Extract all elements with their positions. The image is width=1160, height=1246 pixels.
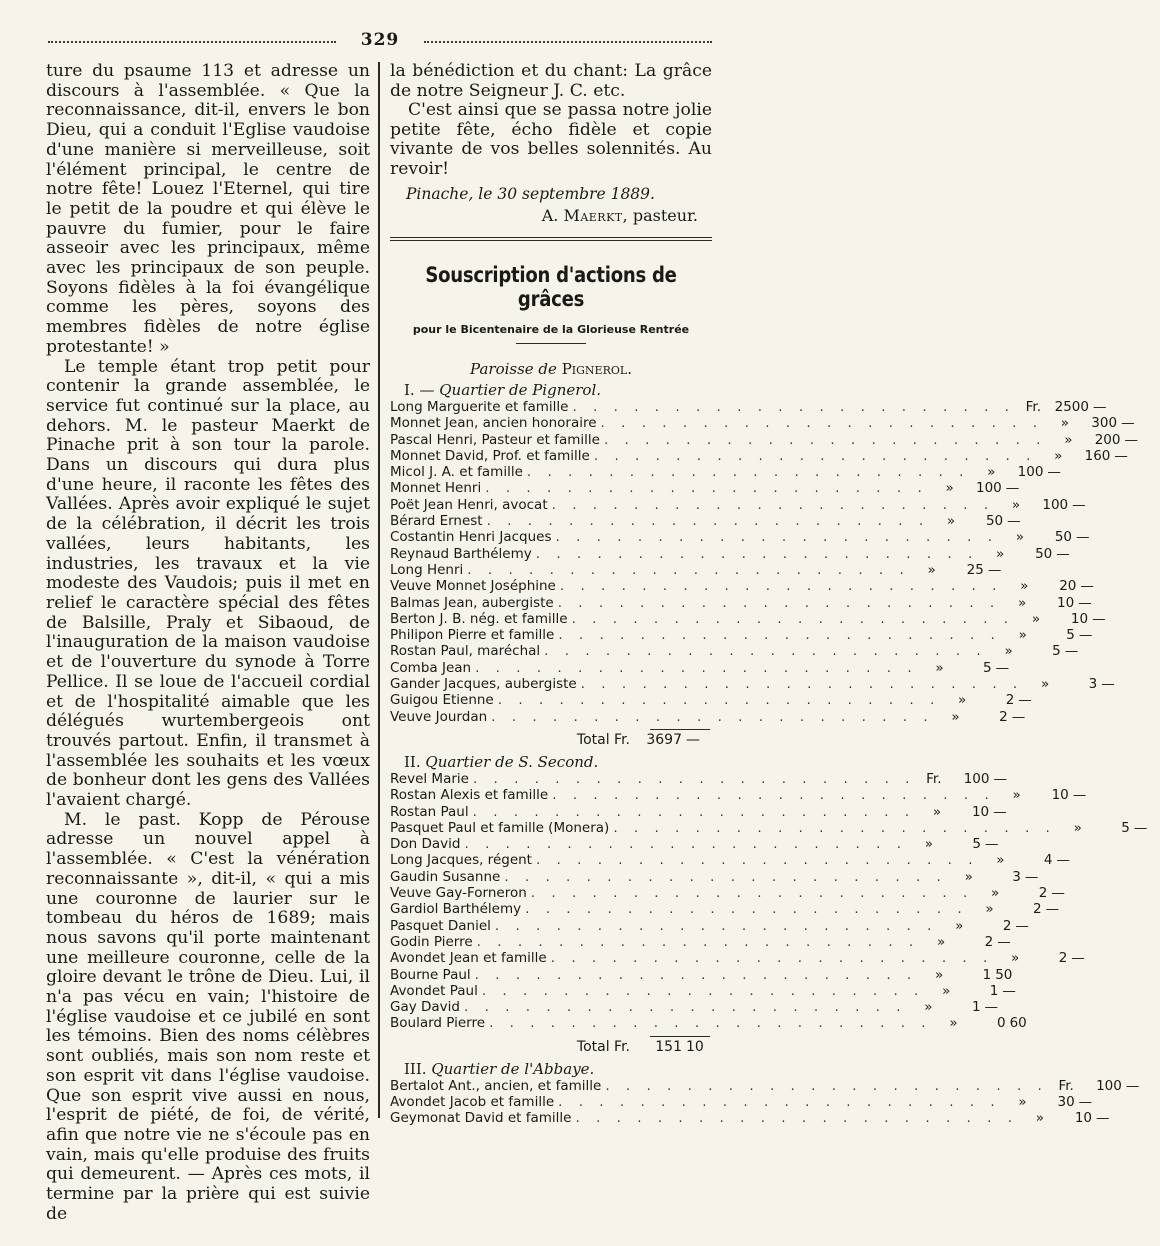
contributor-name: Berton J. B. nég. et famille bbox=[390, 610, 568, 627]
contribution-row bbox=[390, 447, 1128, 464]
amount-cents: — bbox=[1007, 513, 1021, 530]
leader-dots: . . . . . . . . . . . . . . . . . . . . . . bbox=[525, 901, 968, 918]
amount-francs: 5 bbox=[972, 836, 982, 853]
leader-dots: . . . . . . . . . . . . . . . . . . . . . . bbox=[550, 950, 994, 967]
contributor-name: Bérard Ernest bbox=[390, 513, 483, 530]
leader-dots: . . . . . . . . . . . . . . . . . . . . . . bbox=[535, 852, 979, 869]
contribution-row bbox=[390, 578, 1094, 595]
amount-francs: 2500 bbox=[1054, 399, 1089, 415]
amount-cents: — bbox=[1002, 982, 1016, 999]
contributor-name: Veuve Jourdan bbox=[390, 708, 488, 725]
currency-mark: » bbox=[936, 933, 946, 950]
amount-cents: — bbox=[1125, 1077, 1140, 1094]
amount-cents: — bbox=[995, 659, 1010, 676]
leader-dots: . . . . . . . . . . . . . . . . . . . . . . bbox=[486, 513, 930, 530]
currency-mark: » bbox=[1018, 627, 1027, 644]
amount-francs: 300 bbox=[1091, 415, 1118, 432]
amount-cents: — bbox=[1092, 610, 1106, 627]
amount-cents: — bbox=[1078, 1093, 1093, 1110]
amount-francs: 2 bbox=[1038, 885, 1048, 902]
amount-francs: 50 bbox=[1054, 529, 1073, 546]
amount-francs: 4 bbox=[1043, 852, 1053, 869]
contributor-name: Costantin Henri Jacques bbox=[390, 529, 552, 546]
amount-francs: 0 bbox=[997, 1015, 1006, 1032]
contributor-name: Bourne Paul bbox=[390, 966, 471, 983]
amount-francs: 2 bbox=[1058, 950, 1068, 967]
currency-mark: » bbox=[955, 917, 964, 934]
contribution-row bbox=[390, 868, 1039, 885]
page-header bbox=[48, 30, 712, 50]
section-name: Quartier de S. Second. bbox=[425, 752, 599, 771]
currency-mark: » bbox=[1020, 578, 1029, 595]
contributor-name: Poët Jean Henri, avocat bbox=[390, 496, 548, 513]
contribution-row bbox=[390, 917, 1029, 934]
total-francs: 3697 bbox=[646, 731, 682, 748]
leader-dots: . . . . . . . . . . . . . . . . . . . . . . bbox=[476, 933, 920, 950]
amount-cents: — bbox=[1056, 852, 1070, 869]
currency-mark: » bbox=[1054, 447, 1063, 464]
amount-francs: 1 bbox=[971, 999, 981, 1016]
amount-cents: — bbox=[985, 836, 999, 853]
contribution-row bbox=[390, 415, 1135, 432]
contributor-name: Rostan Paul bbox=[390, 803, 469, 820]
leader-dots: . . . . . . . . . . . . . . . . . . . . . . bbox=[504, 868, 947, 885]
amount-cents: — bbox=[1045, 901, 1060, 918]
currency-mark: » bbox=[987, 464, 996, 481]
amount-cents: — bbox=[993, 803, 1007, 820]
amount-cents: — bbox=[1101, 676, 1115, 693]
signoff-name: Maerkt bbox=[563, 206, 623, 225]
contributor-name: Pascal Henri, Pasteur et famille bbox=[390, 431, 600, 448]
amount-francs: 10 bbox=[1057, 594, 1075, 611]
contribution-row bbox=[390, 966, 1013, 983]
left-paragraph: Le temple étant trop petit pour contenir la grande assemblée, le service fut continué sur la place, au dehors. M. le pasteur Maerkt de Pinache prit à son tour la parole. Dans un discours qui dura plus d'une heure, il raconte les fêtes des Vallées. Après avoir expliqué le sujet de la célébration, il décrit les trois vallées, leurs habitants, les industries, les travaux et la vie modeste des Vaudois; puis il met en relief le caractère spécial des fêtes de Balsille, Praly et Sibaoud, de l'inauguration de la maison vaudoise et de l'ouverture du synode à Torre Pellice. Il se loue de l'accueil cordial et de l'hospitalité aimable que les délégués wurtembergeois ont trouvés partout. Enfin, il transmet à l'assemblée les souhaits et les vœux de bonheur dont les gens des Vallées l'avaient chargé. bbox=[46, 356, 370, 811]
leader-dots: . . . . . . . . . . . . . . . . . . . . . . bbox=[530, 885, 974, 902]
contribution-row bbox=[390, 787, 1087, 804]
currency-mark: » bbox=[1035, 1110, 1045, 1127]
amount-cents: — bbox=[984, 999, 999, 1016]
contributor-name: Long Marguerite et famille bbox=[390, 399, 569, 415]
total-rule bbox=[650, 1036, 710, 1037]
amount-francs: 200 bbox=[1094, 431, 1121, 448]
amount-francs: 1 bbox=[989, 982, 999, 999]
amount-francs: 10 bbox=[971, 803, 990, 820]
contribution-row bbox=[390, 950, 1085, 967]
contribution-row bbox=[390, 1015, 1027, 1032]
amount-francs: 20 bbox=[1059, 578, 1077, 595]
contribution-list bbox=[390, 1077, 1140, 1127]
right-paragraph: C'est ainsi que se passa notre jolie petite fête, écho fidèle et copie vivante de vos belles solennités. Au revoir! bbox=[390, 100, 712, 179]
leader-dots: . . . . . . . . . . . . . . . . . . . . . . bbox=[552, 787, 995, 804]
amount-francs: 2 bbox=[984, 933, 994, 950]
subscription-sections bbox=[390, 381, 1148, 1127]
amount-francs: 10 bbox=[1051, 787, 1069, 804]
currency-mark: » bbox=[951, 708, 960, 725]
amount-francs: 50 bbox=[985, 513, 1004, 530]
leader-dots: . . . . . . . . . . . . . . . . . . . . . . bbox=[605, 1077, 1048, 1094]
contributor-name: Revel Marie bbox=[390, 770, 469, 787]
currency-mark: » bbox=[1017, 594, 1027, 611]
contributor-name: Guigou Etienne bbox=[390, 692, 494, 709]
signoff-initial: A. bbox=[541, 206, 559, 225]
leader-dots: . . . . . . . . . . . . . . . . . . . . . . bbox=[472, 803, 916, 820]
contributor-name: Avondet Jean et famille bbox=[390, 950, 547, 967]
parish-name: Pignerol. bbox=[561, 360, 632, 378]
contributor-name: Geymonat David et famille bbox=[390, 1110, 572, 1127]
amount-francs: 5 bbox=[983, 659, 992, 676]
contributor-name: Philipon Pierre et famille bbox=[390, 627, 555, 644]
contributor-name: Gardiol Barthélemy bbox=[390, 901, 522, 918]
contribution-row bbox=[390, 431, 1138, 448]
section-total bbox=[390, 1039, 712, 1055]
section-name: Quartier de l'Abbaye. bbox=[431, 1059, 595, 1078]
contributor-name: Gander Jacques, aubergiste bbox=[390, 676, 577, 693]
contribution-row bbox=[390, 852, 1070, 869]
left-paragraph: ture du psaume 113 et adresse un discours à l'assemblée. « Que la reconnaissance, dit-il, envers le bon Dieu, qui a conduit l'Eglise vaudoise d'une manière si merveilleuse, soit l'élément principal, le centre de notre fête! Louez l'Eternel, qui tire le petit de la poudre et qui élève le pauvre du fumier, pour le faire asseoir avec les principaux, même avec les principaux de son peuple. Soyons fidèles à la foi évangélique comme les pères, soyons des membres fidèles de notre église protestante! » bbox=[46, 61, 370, 357]
leader-dots: . . . . . . . . . . . . . . . . . . . . . . bbox=[526, 464, 970, 481]
amount-cents: — bbox=[1124, 431, 1138, 448]
contribution-row bbox=[390, 594, 1092, 611]
amount-cents: — bbox=[997, 933, 1011, 950]
currency-mark: » bbox=[934, 966, 944, 983]
amount-francs: 160 bbox=[1084, 447, 1111, 464]
section-heading bbox=[390, 1060, 712, 1078]
currency-mark: » bbox=[942, 982, 951, 999]
leader-dots: . . . . . . . . . . . . . . . . . . . . . . bbox=[580, 676, 1024, 693]
leader-dots: . . . . . . . . . . . . . . . . . . . . . . bbox=[475, 659, 918, 676]
leader-dots: . . . . . . . . . . . . . . . . . . . . . . bbox=[544, 643, 987, 660]
amount-cents: — bbox=[1051, 885, 1065, 902]
currency-mark: » bbox=[1073, 819, 1082, 836]
contributor-name: Balmas Jean, aubergiste bbox=[390, 594, 554, 611]
right-text bbox=[390, 62, 712, 179]
amount-cents: — bbox=[1015, 917, 1029, 934]
leader-dots: . . . . . . . . . . . . . . . . . . . . . . bbox=[464, 999, 907, 1016]
currency-mark: » bbox=[1018, 1093, 1027, 1110]
currency-mark: » bbox=[1060, 415, 1070, 432]
right-column bbox=[390, 61, 1148, 1127]
amount-cents: — bbox=[1080, 578, 1094, 595]
leader-dots: . . . . . . . . . . . . . . . . . . . . . . bbox=[572, 399, 1015, 415]
contribution-row bbox=[390, 836, 999, 853]
amount-cents: — bbox=[1114, 447, 1128, 464]
contribution-row bbox=[390, 529, 1090, 546]
contribution-row bbox=[390, 643, 1079, 660]
contributor-name: Monnet Jean, ancien honoraire bbox=[390, 415, 597, 432]
right-paragraph: la bénédiction et du chant: La grâce de notre Seigneur J. C. etc. bbox=[390, 61, 712, 101]
amount-francs: 5 bbox=[1052, 643, 1061, 660]
contribution-row bbox=[390, 933, 1011, 950]
contribution-row bbox=[390, 561, 1002, 578]
leader-dots: . . . . . . . . . . . . . . . . . . . . . . bbox=[571, 610, 1015, 627]
currency-mark: » bbox=[964, 868, 973, 885]
total-cents: — bbox=[686, 731, 700, 748]
amount-francs: 50 bbox=[1035, 545, 1053, 562]
signoff-author bbox=[390, 206, 712, 225]
amount-francs: 25 bbox=[966, 561, 984, 578]
leader-dots: . . . . . . . . . . . . . . . . . . . . . . bbox=[555, 529, 999, 546]
leader-dots: . . . . . . . . . . . . . . . . . . . . . . bbox=[535, 545, 979, 562]
section-heading bbox=[390, 753, 712, 771]
amount-cents: — bbox=[987, 561, 1002, 578]
leader-dots: . . . . . . . . . . . . . . . . . . . . . . bbox=[593, 447, 1037, 464]
leader-dots: . . . . . . . . . . . . . . . . . . . . . . bbox=[559, 578, 1003, 595]
contribution-row bbox=[390, 901, 1060, 918]
leader-dots: . . . . . . . . . . . . . . . . . . . . . . bbox=[558, 627, 1001, 644]
subscription-title: Souscription d'actions de grâces bbox=[425, 263, 677, 311]
amount-francs: 10 bbox=[1074, 1110, 1093, 1127]
page-number: 329 bbox=[360, 30, 400, 50]
amount-cents: — bbox=[1064, 643, 1079, 660]
amount-francs: 2 bbox=[1005, 692, 1015, 709]
section-total bbox=[390, 732, 712, 748]
section-name: Quartier de Pignerol. bbox=[439, 381, 602, 399]
amount-cents: — bbox=[1133, 819, 1148, 836]
currency-mark: » bbox=[932, 803, 942, 820]
signoff-title: , pasteur. bbox=[622, 206, 698, 225]
section-divider bbox=[390, 237, 712, 241]
currency-mark: » bbox=[1011, 496, 1021, 513]
leader-dots: . . . . . . . . . . . . . . . . . . . . . . bbox=[491, 708, 934, 725]
amount-cents: — bbox=[1092, 399, 1107, 415]
leader-dots: . . . . . . . . . . . . . . . . . . . . . . bbox=[497, 692, 941, 709]
parish-heading bbox=[390, 360, 712, 378]
currency-mark: » bbox=[996, 545, 1005, 562]
currency-mark: » bbox=[1015, 529, 1025, 546]
contributor-name: Reynaud Barthélemy bbox=[390, 545, 532, 562]
leader-dots: . . . . . . . . . . . . . . . . . . . . . . bbox=[494, 917, 938, 934]
total-rule bbox=[650, 729, 710, 730]
amount-cents: — bbox=[1011, 708, 1026, 725]
leader-dots: . . . . . . . . . . . . . . . . . . . . . . bbox=[467, 561, 910, 578]
contribution-row bbox=[390, 513, 1021, 530]
amount-francs: 100 bbox=[975, 480, 1002, 497]
contribution-row bbox=[390, 803, 1007, 820]
contribution-row bbox=[390, 464, 1061, 481]
contribution-row bbox=[390, 770, 1007, 787]
amount-francs: 10 bbox=[1070, 610, 1089, 627]
currency-mark: » bbox=[958, 692, 967, 709]
header-rule-right bbox=[424, 41, 712, 43]
currency-mark: » bbox=[949, 1015, 958, 1032]
currency-mark: » bbox=[991, 885, 1000, 902]
amount-francs: 3 bbox=[1088, 676, 1098, 693]
amount-cents: — bbox=[1096, 1110, 1110, 1127]
amount-francs: 30 bbox=[1057, 1093, 1075, 1110]
contribution-row bbox=[390, 480, 1020, 497]
parish-prefix: Paroisse de bbox=[470, 360, 557, 378]
currency-mark: » bbox=[985, 901, 994, 918]
amount-francs: 2 bbox=[1002, 917, 1012, 934]
contribution-row bbox=[390, 1110, 1110, 1127]
amount-francs: 100 bbox=[963, 770, 990, 787]
currency-mark: » bbox=[1012, 787, 1021, 804]
leader-dots: . . . . . . . . . . . . . . . . . . . . . . bbox=[557, 594, 1001, 611]
contribution-row bbox=[390, 708, 1026, 725]
contribution-row bbox=[390, 692, 1032, 709]
currency-mark: » bbox=[946, 513, 956, 530]
contributor-name: Pasquet Daniel bbox=[390, 917, 491, 934]
amount-cents: — bbox=[1047, 464, 1061, 481]
leader-dots: . . . . . . . . . . . . . . . . . . . . . . bbox=[489, 1015, 932, 1032]
currency-mark: Fr. bbox=[1025, 399, 1041, 415]
section-number: III. bbox=[404, 1059, 427, 1078]
subscription-subtitle: pour le Bicentenaire de la Glorieuse Rentrée bbox=[412, 323, 690, 336]
amount-cents: — bbox=[1078, 627, 1093, 644]
total-label: Total Fr. bbox=[576, 1038, 630, 1055]
contribution-row bbox=[390, 1077, 1140, 1094]
leader-dots: . . . . . . . . . . . . . . . . . . . . . . bbox=[558, 1093, 1001, 1110]
amount-cents: — bbox=[1078, 594, 1092, 611]
column-divider bbox=[378, 62, 380, 1118]
amount-cents: — bbox=[1072, 787, 1087, 804]
contributor-name: Veuve Monnet Joséphine bbox=[390, 578, 556, 595]
left-column bbox=[46, 62, 370, 1224]
contribution-row bbox=[390, 999, 999, 1016]
amount-cents: 50 bbox=[995, 966, 1013, 983]
currency-mark: » bbox=[1064, 431, 1073, 448]
contributor-name: Monnet Henri bbox=[390, 480, 482, 497]
currency-mark: » bbox=[935, 659, 944, 676]
amount-cents: — bbox=[1072, 496, 1086, 513]
contribution-row bbox=[390, 496, 1086, 513]
contribution-row bbox=[390, 982, 1016, 999]
contribution-list bbox=[390, 399, 1138, 725]
contribution-row bbox=[390, 659, 1010, 676]
currency-mark: » bbox=[927, 561, 936, 578]
amount-cents: — bbox=[1018, 692, 1032, 709]
currency-mark: » bbox=[924, 836, 934, 853]
currency-mark: » bbox=[1004, 643, 1013, 660]
amount-cents: — bbox=[1071, 950, 1085, 967]
currency-mark: » bbox=[996, 852, 1005, 869]
contributor-name: Avondet Paul bbox=[390, 982, 478, 999]
currency-mark: » bbox=[1011, 950, 1020, 967]
contribution-row bbox=[390, 627, 1093, 644]
currency-mark: Fr. bbox=[926, 770, 942, 787]
short-rule bbox=[516, 343, 586, 344]
contributor-name: Bertalot Ant., ancien, et famille bbox=[390, 1077, 602, 1094]
section-heading bbox=[390, 381, 712, 399]
amount-francs: 100 bbox=[1096, 1077, 1122, 1094]
contribution-row bbox=[390, 545, 1070, 562]
leader-dots: . . . . . . . . . . . . . . . . . . . . . . bbox=[603, 431, 1047, 448]
amount-cents: — bbox=[1024, 868, 1039, 885]
leader-dots: . . . . . . . . . . . . . . . . . . . . . . bbox=[600, 415, 1044, 432]
amount-francs: 2 bbox=[999, 708, 1008, 725]
amount-cents: — bbox=[1056, 545, 1070, 562]
amount-francs: 100 bbox=[1042, 496, 1069, 513]
contribution-row bbox=[390, 819, 1148, 836]
contributor-name: Boulard Pierre bbox=[390, 1015, 486, 1032]
currency-mark: Fr. bbox=[1058, 1077, 1074, 1094]
section-number: II. bbox=[404, 752, 421, 771]
leader-dots: . . . . . . . . . . . . . . . . . . . . . . bbox=[474, 966, 918, 983]
contribution-list bbox=[390, 770, 1148, 1032]
contributor-name: Rostan Alexis et famille bbox=[390, 787, 549, 804]
leader-dots: . . . . . . . . . . . . . . . . . . . . . . bbox=[485, 480, 928, 497]
contributor-name: Don David bbox=[390, 836, 461, 853]
contributor-name: Long Henri bbox=[390, 561, 464, 578]
contribution-row bbox=[390, 1093, 1093, 1110]
contribution-row bbox=[390, 399, 1107, 415]
amount-francs: 1 bbox=[982, 966, 992, 983]
contributor-name: Pasquet Paul et famille (Monera) bbox=[390, 819, 610, 836]
left-paragraph: M. le past. Kopp de Pérouse adresse un nouvel appel à l'assemblée. « C'est la vénération reconnaissante », dit-il, « qui a mis une couronne de laurier sur le tombeau du héros de 1689; mais nous savons qu'il porte maintenant une meilleure couronne, celle de la gloire devant le trône de Dieu. Lui, il n'a pas vécu en vain; l'histoire de l'église vaudoise et ce jubilé en sont les témoins. Bien des noms célèbres sont oubliés, mais son nom reste et son esprit vit dans l'église vaudoise. Que son esprit vive aussi en nous, l'esprit de piété, de foi, de vérité, afin que notre vie ne s'écoule pas en vain, mais qu'elle produise des fruits qui demeurent. — Après ces mots, il termine par la prière qui est suivie de bbox=[46, 809, 370, 1224]
contributor-name: Veuve Gay-Forneron bbox=[390, 885, 527, 902]
currency-mark: » bbox=[1031, 610, 1041, 627]
contribution-row bbox=[390, 676, 1115, 693]
section-number: I. — bbox=[404, 381, 435, 399]
amount-francs: 100 bbox=[1017, 464, 1044, 481]
leader-dots: . . . . . . . . . . . . . . . . . . . . . . bbox=[613, 819, 1056, 836]
amount-cents: — bbox=[1005, 480, 1020, 497]
total-cents: 10 bbox=[686, 1038, 704, 1055]
amount-francs: 5 bbox=[1066, 627, 1075, 644]
amount-cents: — bbox=[1076, 529, 1090, 546]
leader-dots: . . . . . . . . . . . . . . . . . . . . . . bbox=[464, 836, 908, 853]
amount-francs: 5 bbox=[1121, 819, 1130, 836]
contribution-row bbox=[390, 610, 1106, 627]
contributor-name: Rostan Paul, maréchal bbox=[390, 643, 541, 660]
signoff-place: Pinache, le 30 septembre 1889. bbox=[406, 185, 655, 203]
amount-francs: 2 bbox=[1033, 901, 1042, 918]
leader-dots: . . . . . . . . . . . . . . . . . . . . . . bbox=[551, 496, 995, 513]
leader-dots: . . . . . . . . . . . . . . . . . . . . . . bbox=[575, 1110, 1019, 1127]
currency-mark: » bbox=[924, 999, 933, 1016]
contributor-name: Gaudin Susanne bbox=[390, 868, 501, 885]
contributor-name: Monnet David, Prof. et famille bbox=[390, 447, 590, 464]
amount-cents: — bbox=[1121, 415, 1135, 432]
total-label: Total Fr. bbox=[576, 731, 630, 748]
contribution-row bbox=[390, 885, 1065, 902]
contributor-name: Micol J. A. et famille bbox=[390, 464, 523, 481]
leader-dots: . . . . . . . . . . . . . . . . . . . . . . bbox=[472, 770, 916, 787]
contributor-name: Comba Jean bbox=[390, 659, 472, 676]
amount-cents: 60 bbox=[1009, 1015, 1027, 1032]
contributor-name: Long Jacques, régent bbox=[390, 852, 532, 869]
leader-dots: . . . . . . . . . . . . . . . . . . . . . . bbox=[481, 982, 925, 999]
currency-mark: » bbox=[945, 480, 954, 497]
contributor-name: Gay David bbox=[390, 999, 460, 1016]
currency-mark: » bbox=[1040, 676, 1050, 693]
amount-cents: — bbox=[993, 770, 1007, 787]
amount-francs: 3 bbox=[1012, 868, 1021, 885]
total-francs: 151 bbox=[655, 1038, 682, 1055]
contributor-name: Avondet Jacob et famille bbox=[390, 1093, 555, 1110]
contributor-name: Godin Pierre bbox=[390, 933, 473, 950]
